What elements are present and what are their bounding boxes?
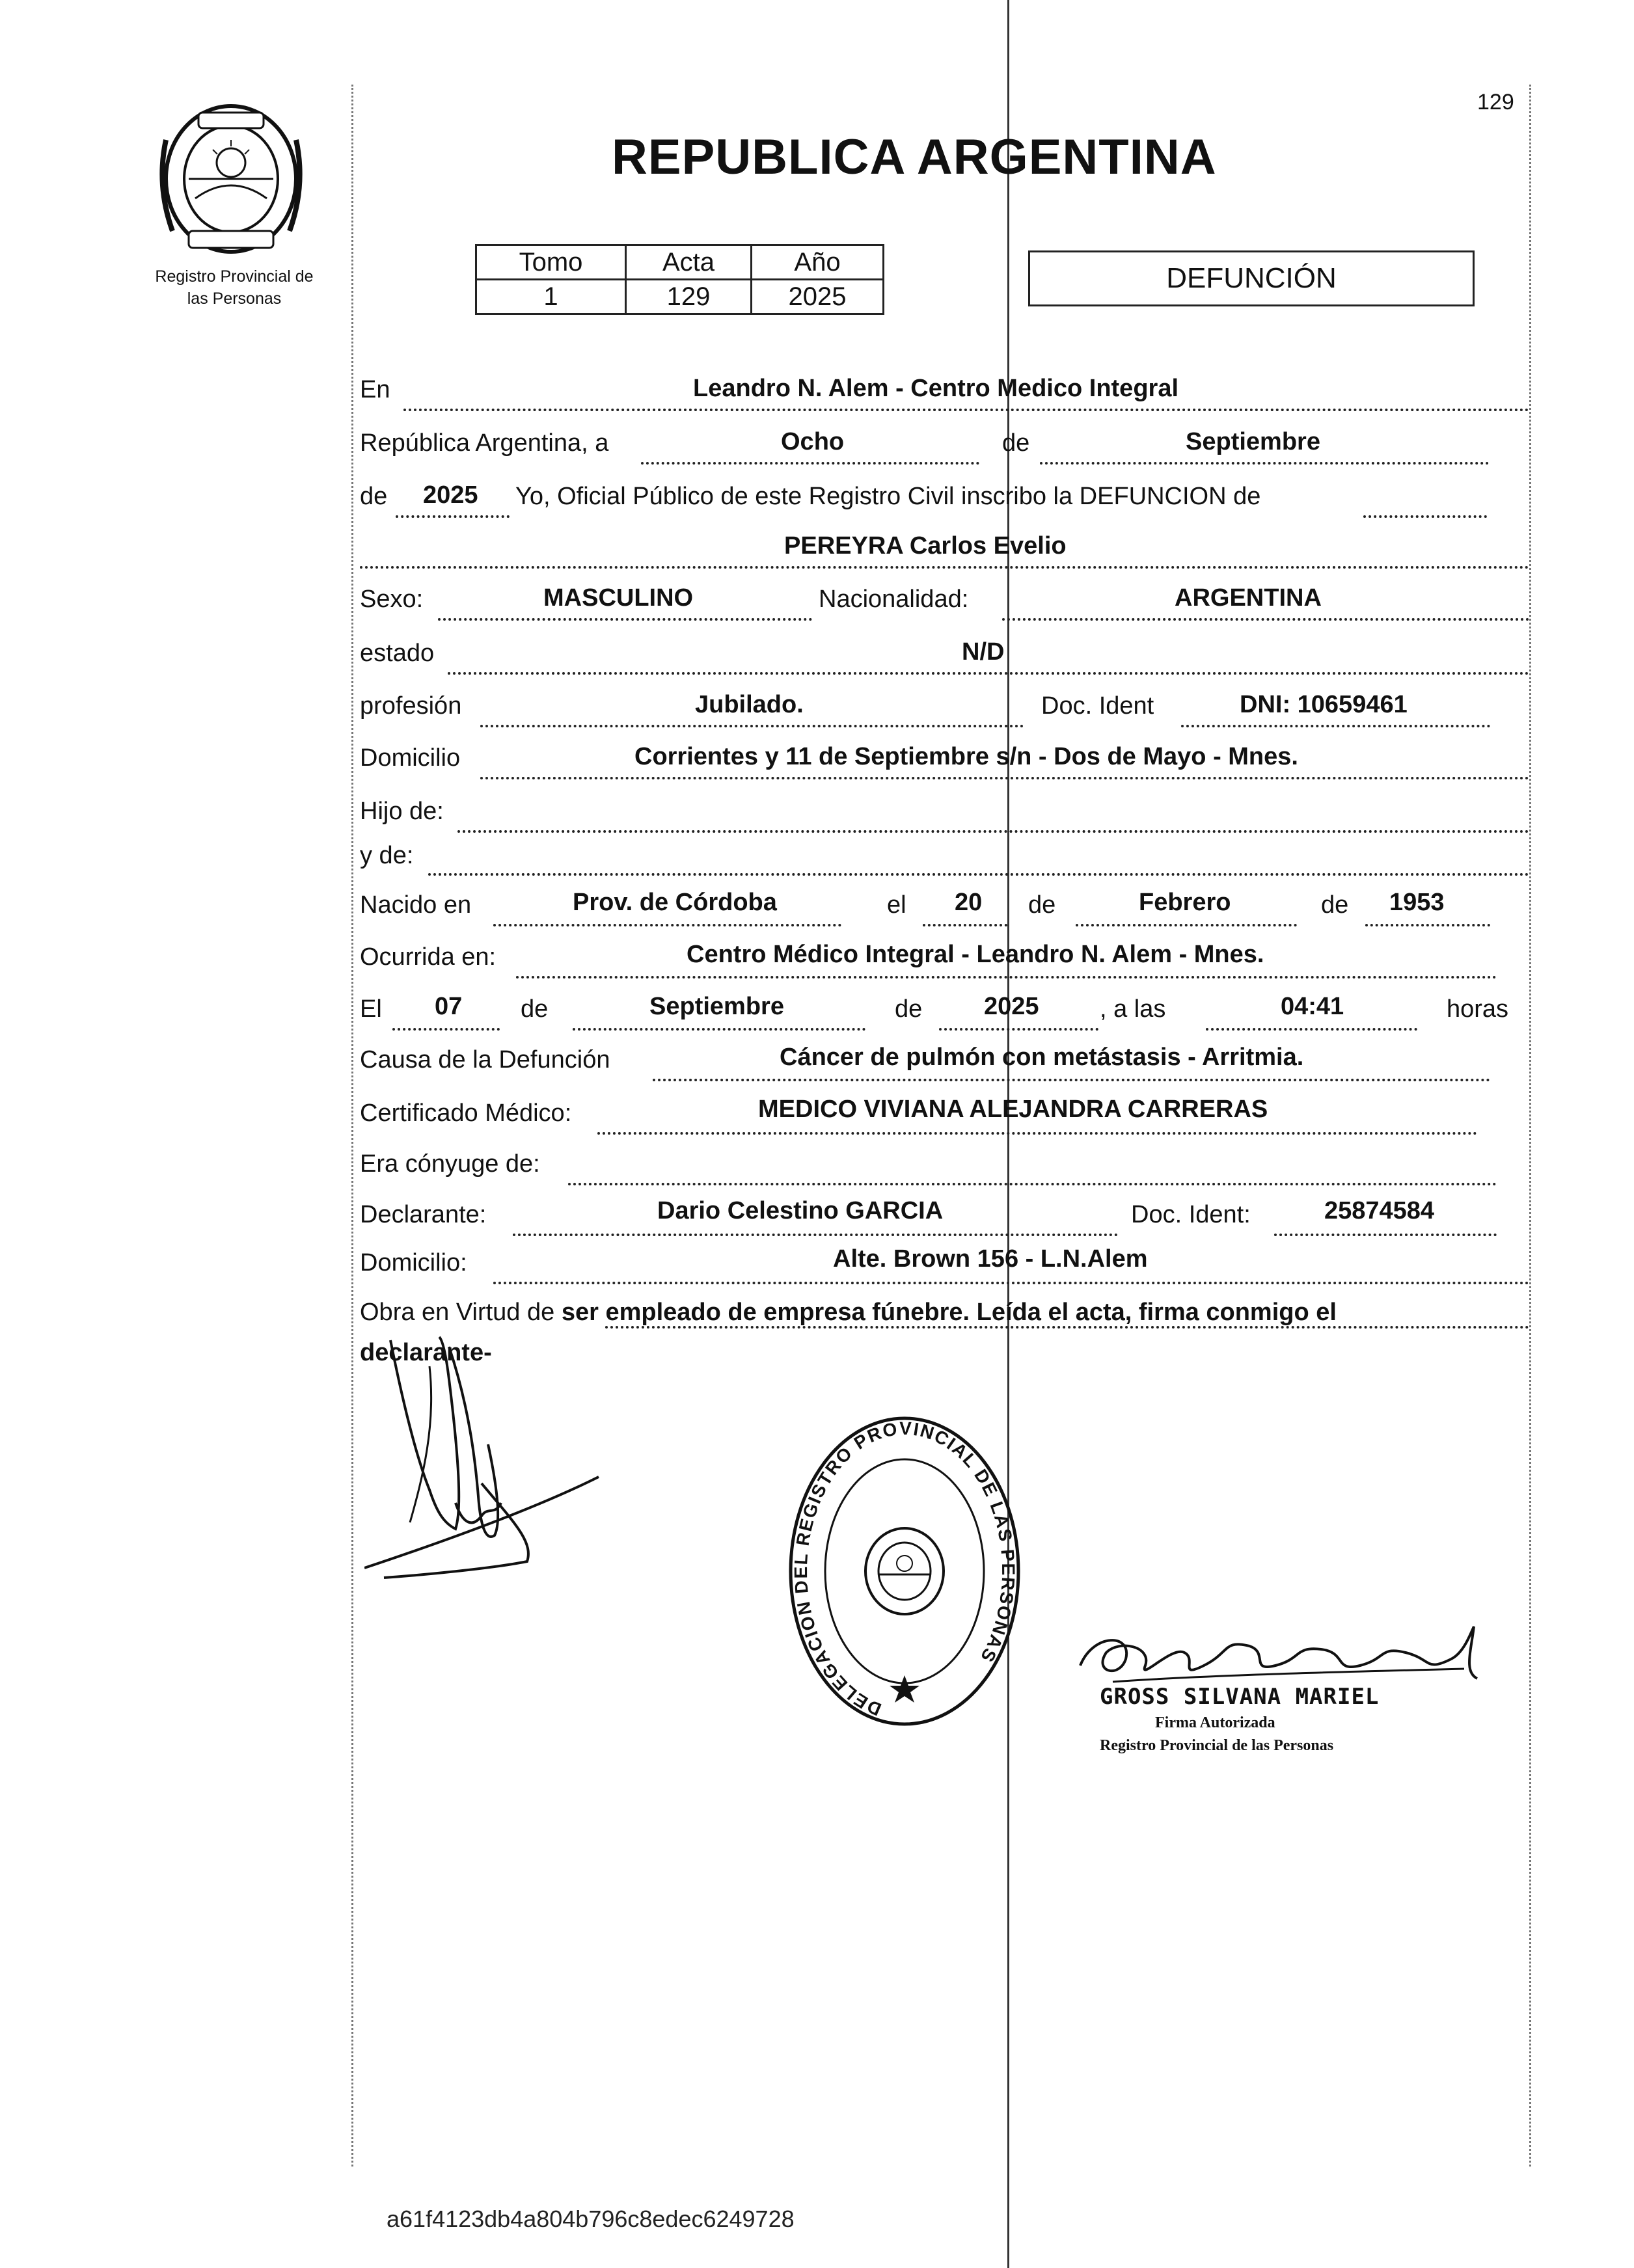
line-day [641, 462, 979, 465]
value-doc-ident: DNI: 10659461 [1240, 691, 1408, 718]
label-certificado: Certificado Médico: [360, 1100, 572, 1127]
line-doc-ident [1181, 725, 1490, 727]
line-declarante-doc [1274, 1234, 1497, 1236]
line-nombre [360, 566, 1529, 569]
stamp-ring-text: DELEGACION DEL REGISTRO PROVINCIAL DE LAS PERSONAS [791, 1418, 1019, 1720]
line-nacido-day [923, 924, 1007, 926]
label-y-de: y de: [360, 842, 414, 869]
page-title: REPUBLICA ARGENTINA [612, 129, 1217, 185]
line-death-year [939, 1028, 1098, 1031]
line-y-de [428, 873, 1529, 876]
province-seal-icon [153, 101, 309, 263]
value-causa: Cáncer de pulmón con metástasis - Arritmia. [780, 1044, 1304, 1071]
signer-role: Firma Autorizada [1155, 1714, 1275, 1731]
value-death-month: Septiembre [649, 993, 784, 1020]
label-domicilio: Domicilio [360, 744, 461, 772]
value-obra-line2: declarante- [360, 1339, 492, 1366]
label-declarante: Declarante: [360, 1201, 487, 1228]
value-month: Septiembre [1186, 428, 1320, 455]
line-month [1040, 462, 1489, 465]
line-obra [605, 1326, 1529, 1329]
line-domicilio-declarante [493, 1282, 1529, 1284]
signer-name: GROSS SILVANA MARIEL [1100, 1684, 1380, 1710]
label-sexo: Sexo: [360, 586, 424, 613]
label-republica-argentina-a: República Argentina, a [360, 429, 609, 457]
value-domicilio-declarante: Alte. Brown 156 - L.N.Alem [833, 1245, 1148, 1273]
line-ocurrida [516, 976, 1497, 979]
line-nacido-month [1076, 924, 1297, 926]
label-estado: estado [360, 640, 435, 667]
declarant-signature [364, 1327, 625, 1600]
label-death-de2: de [895, 995, 923, 1023]
line-inscripcion-end [1363, 515, 1487, 518]
document-hash: a61f4123db4a804b796c8edec6249728 [387, 2206, 795, 2232]
official-signature [1074, 1620, 1484, 1692]
value-nacido-month: Febrero [1139, 889, 1231, 916]
header-acta: Acta [626, 245, 752, 280]
line-nacido-year [1365, 924, 1490, 926]
value-domicilio: Corrientes y 11 de Septiembre s/n - Dos de Mayo - Mnes. [634, 743, 1298, 770]
value-year: 2025 [423, 481, 478, 509]
line-sexo [438, 618, 812, 621]
value-death-year: 2025 [984, 993, 1039, 1020]
label-de: de [1002, 429, 1030, 457]
record-table [475, 244, 884, 315]
label-de-year: de [360, 483, 388, 510]
label-profesion: profesión [360, 692, 462, 720]
value-profesion: Jubilado. [695, 691, 804, 718]
line-conyuge [568, 1183, 1497, 1185]
label-nacido-de2: de [1321, 891, 1349, 919]
label-declarante-doc: Doc. Ident: [1131, 1201, 1251, 1228]
right-margin-rule [1529, 85, 1531, 2167]
document-type-box: DEFUNCIÓN [1028, 250, 1475, 306]
line-death-month [573, 1028, 865, 1031]
value-declarante-doc: 25874584 [1324, 1197, 1435, 1224]
label-causa: Causa de la Defunción [360, 1046, 610, 1073]
value-declarante: Dario Celestino GARCIA [657, 1197, 944, 1224]
record-table-header-row [476, 245, 884, 280]
value-ano: 2025 [752, 280, 884, 314]
label-el: El [360, 995, 382, 1023]
line-certificado [597, 1132, 1477, 1135]
inscripcion-text: Yo, Oficial Público de este Registro Civil inscribo la DEFUNCION de [515, 483, 1261, 510]
line-year [396, 515, 510, 518]
label-ocurrida-en: Ocurrida en: [360, 943, 497, 971]
line-en [403, 409, 1529, 411]
line-domicilio [480, 777, 1529, 779]
value-nacido-year: 1953 [1389, 889, 1445, 916]
line-nacionalidad [1002, 618, 1529, 621]
label-domicilio-declarante: Domicilio: [360, 1249, 467, 1276]
line-estado [448, 672, 1529, 675]
left-margin-rule [351, 85, 353, 2167]
registry-label [124, 265, 345, 310]
value-estado: N/D [962, 638, 1005, 666]
line-death-day [392, 1028, 500, 1031]
value-certificado: MEDICO VIVIANA ALEJANDRA CARRERAS [758, 1096, 1268, 1123]
label-horas: horas [1447, 995, 1509, 1023]
line-death-time [1206, 1028, 1417, 1031]
value-nacionalidad: ARGENTINA [1175, 584, 1322, 612]
obra-line [360, 1299, 1337, 1327]
line-nacido-place [493, 924, 841, 926]
value-sexo: MASCULINO [543, 584, 694, 612]
registry-label-line2: las Personas [187, 290, 282, 308]
value-acta: 129 [626, 280, 752, 314]
label-nacido-de1: de [1028, 891, 1056, 919]
label-nacionalidad: Nacionalidad: [819, 586, 969, 613]
value-nombre: PEREYRA Carlos Evelio [784, 532, 1067, 560]
page-number: 129 [1477, 90, 1514, 115]
registry-label-line1: Registro Provincial de [155, 267, 314, 286]
line-hijo-de [457, 830, 1529, 833]
record-table-value-row [476, 280, 884, 314]
label-nacido-en: Nacido en [360, 891, 472, 919]
stamp-center-seal-icon [865, 1528, 944, 1614]
label-nacido-el: el [887, 891, 906, 919]
value-en: Leandro N. Alem - Centro Medico Integral [693, 375, 1179, 402]
value-day: Ocho [781, 428, 845, 455]
label-hijo-de: Hijo de: [360, 798, 444, 825]
value-death-day: 07 [435, 993, 463, 1020]
label-doc-ident: Doc. Ident [1041, 692, 1154, 720]
label-a-las: , a las [1100, 995, 1166, 1023]
value-obra: ser empleado de empresa fúnebre. Leída el acta, firma conmigo el [561, 1299, 1337, 1326]
line-profesion [480, 725, 1024, 727]
value-ocurrida: Centro Médico Integral - Leandro N. Alem - Mnes. [687, 941, 1264, 968]
header-tomo: Tomo [476, 245, 626, 280]
value-nacido-place: Prov. de Córdoba [573, 889, 777, 916]
value-death-time: 04:41 [1281, 993, 1344, 1020]
label-conyuge: Era cónyuge de: [360, 1150, 540, 1178]
value-tomo: 1 [476, 280, 626, 314]
stamp-star-icon [890, 1675, 919, 1703]
signer-organization: Registro Provincial de las Personas [1100, 1737, 1334, 1754]
line-declarante [513, 1234, 1118, 1236]
label-obra: Obra en Virtud de [360, 1299, 555, 1326]
line-causa [653, 1079, 1490, 1081]
value-nacido-day: 20 [955, 889, 983, 916]
registry-oval-stamp [781, 1409, 1028, 1734]
label-death-de1: de [521, 995, 549, 1023]
label-en: En [360, 376, 390, 403]
header-ano: Año [752, 245, 884, 280]
